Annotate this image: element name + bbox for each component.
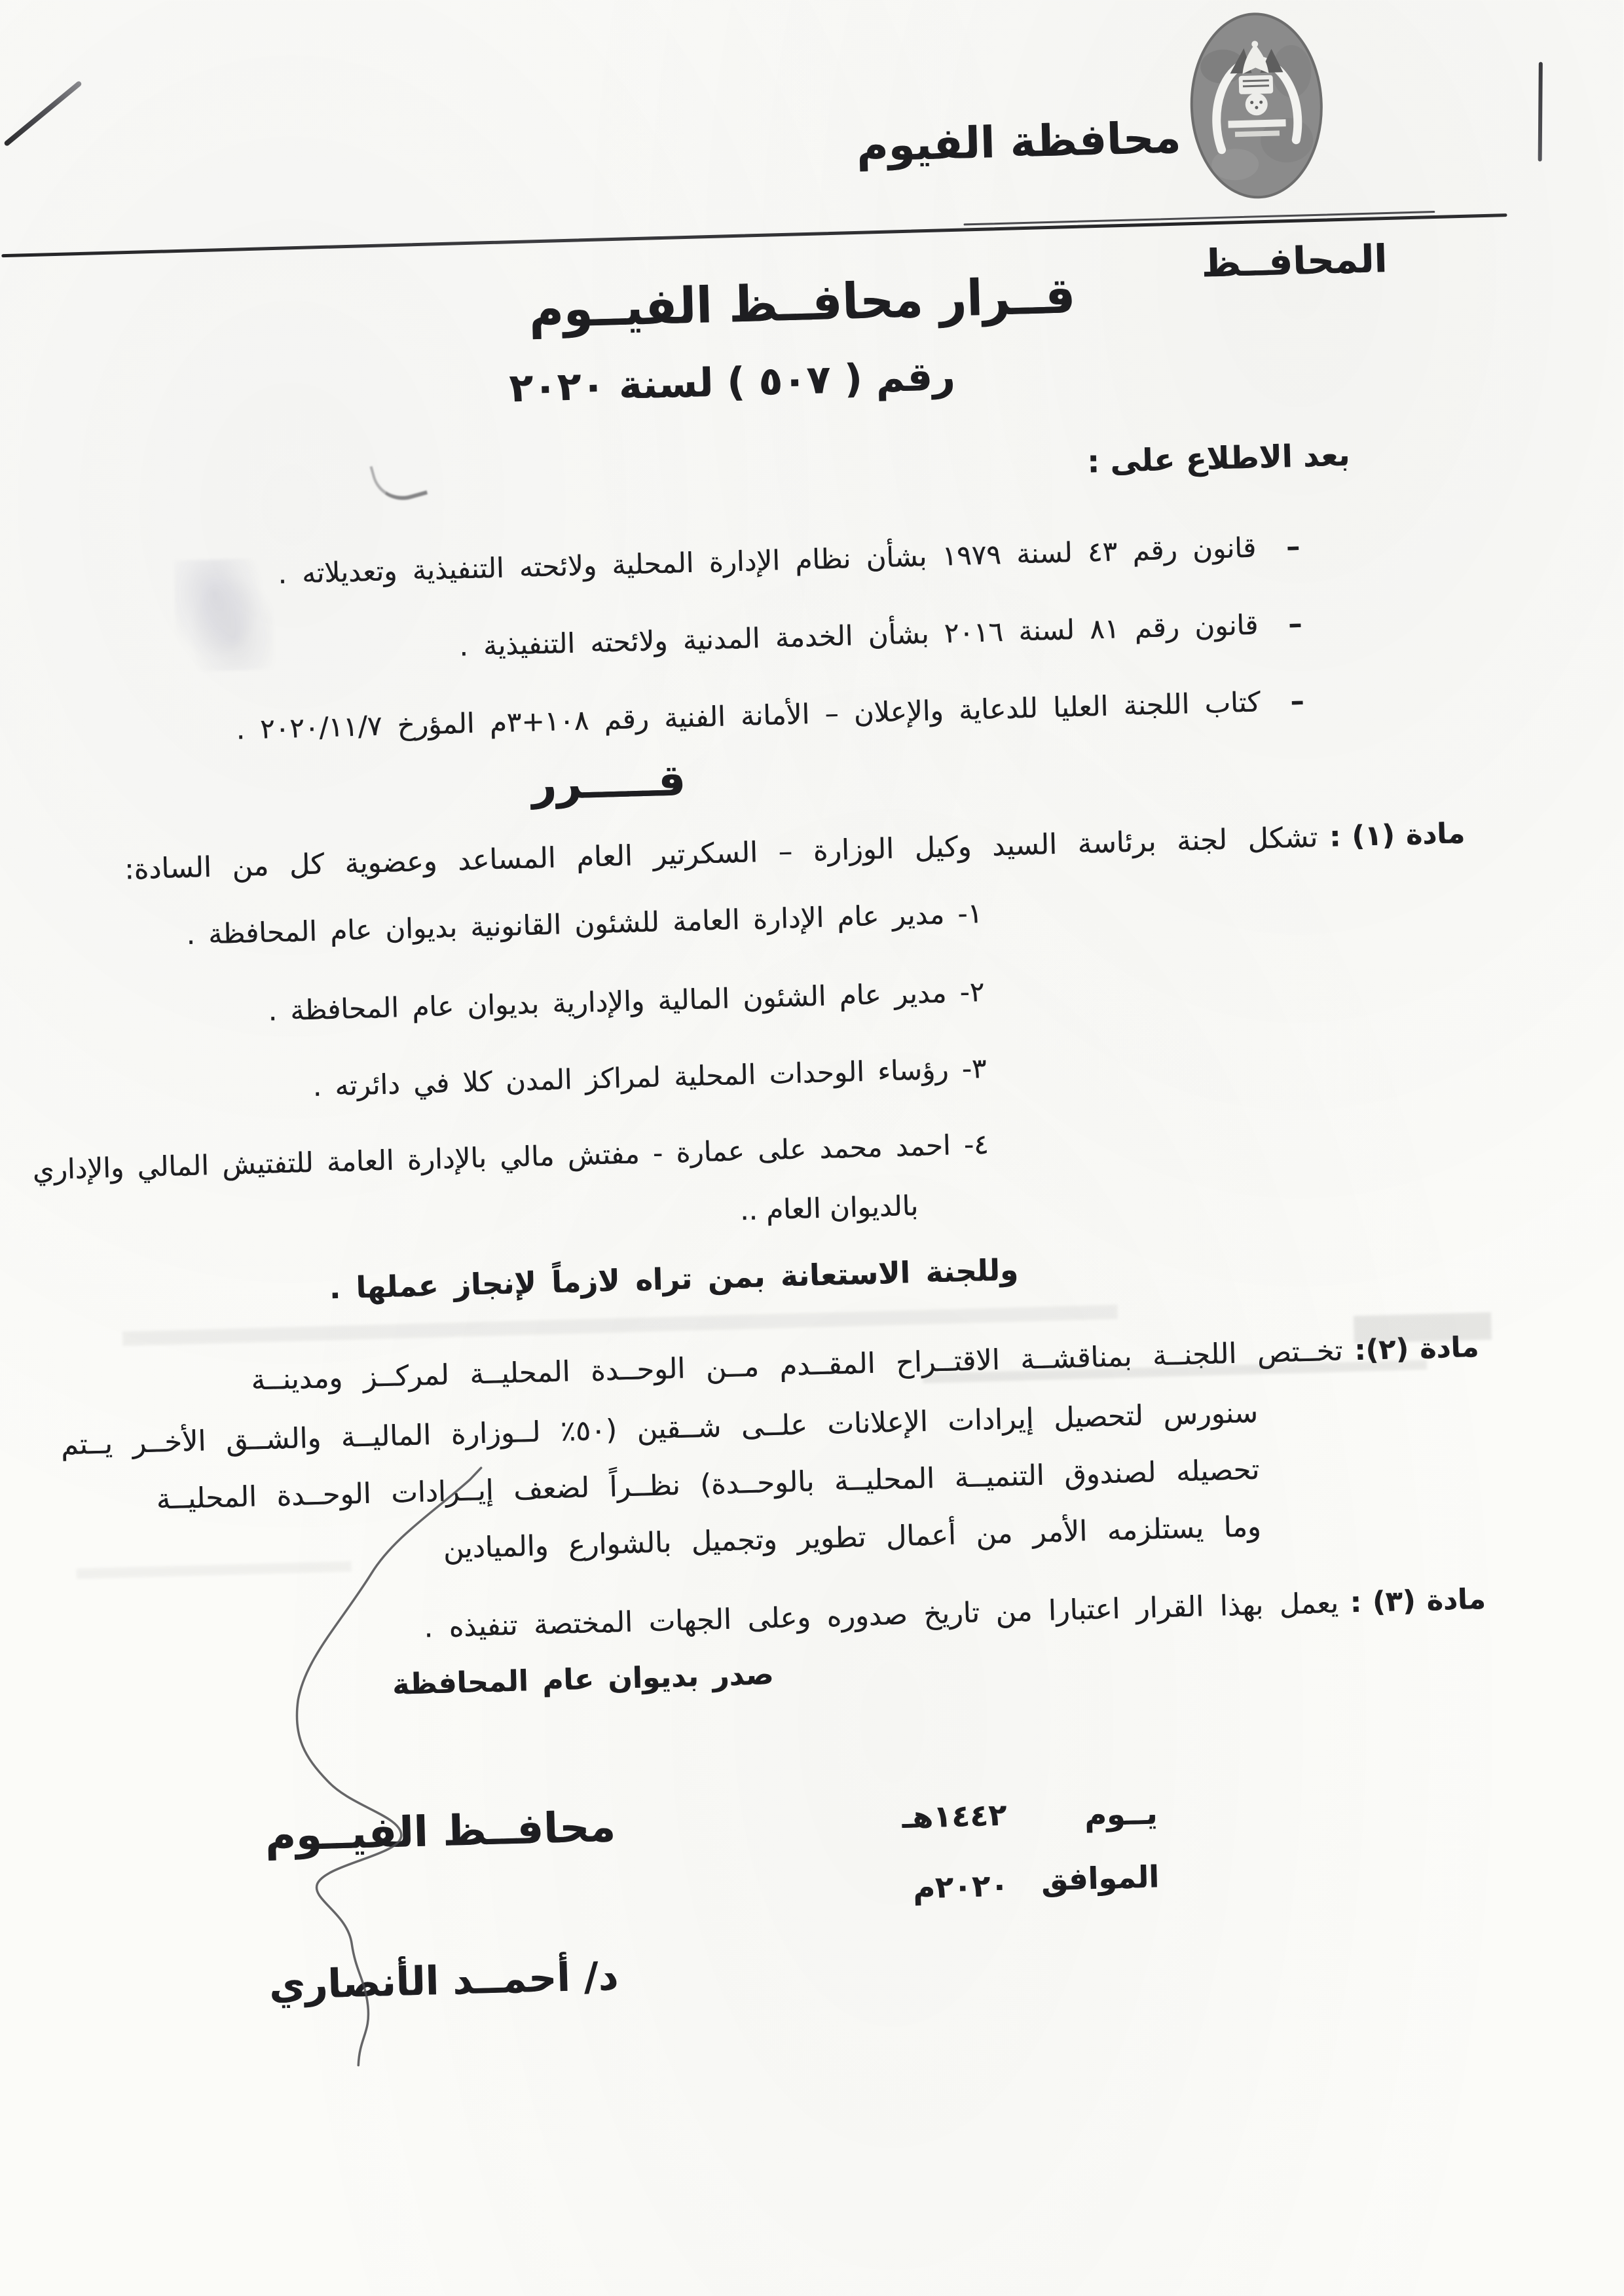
pen-corner-mark (4, 81, 83, 147)
article-1-intro: تشكل لجنة برئاسة السيد وكيل الوزارة – السكرتير العام المساعد وعضوية كل من السادة: (124, 821, 1319, 886)
eagle-seal-icon (1186, 9, 1329, 204)
photocopy-streak (1354, 1312, 1492, 1343)
committee-member-3: ٣- رؤساء الوحدات المحلية لمراكز المدن كلا في دائرته . (312, 1052, 988, 1102)
dash-bullet-icon: – (1290, 684, 1306, 718)
article-1-line (124, 817, 1466, 886)
org-name: محافظة الفيوم (856, 112, 1183, 172)
signature-name: د/ أحمــد الأنصاري (268, 1953, 620, 2009)
committee-member-4-wrap: بالديوان العام .. (740, 1189, 919, 1227)
review-item-text: كتاب اللجنة العليا للدعاية والإعلان – الأمانة الفنية رقم ١٠٨+٣م المؤرخ ٢٠٢٠/١١/٧ . (236, 685, 1262, 746)
corresponding-label: الموافق (1041, 1859, 1160, 1898)
review-item-3 (236, 685, 1305, 746)
decree-title: قــرار محافــظ الفيــوم (528, 266, 1077, 339)
decision-heading: قـــــرر (531, 755, 687, 810)
preamble-heading: بعد الاطلاع على : (1087, 437, 1352, 481)
dash-bullet-icon: – (1288, 607, 1303, 640)
hijri-year: ١٤٤٢هـ (902, 1796, 1008, 1835)
committee-note: وللجنة الاستعانة بمن تراه لازماً لإنجاز عملها . (329, 1252, 1020, 1306)
gregorian-year: ٢٠٢٠م (913, 1867, 1010, 1906)
review-item-text: قانون رقم ٤٣ لسنة ١٩٧٩ بشأن نظام الإدارة المحلية ولائحته التنفيذية وتعديلاته . (278, 531, 1257, 590)
header-divider-echo (965, 211, 1436, 225)
signature-title: محافــظ الفيــوم (265, 1802, 617, 1861)
dash-bullet-icon: – (1286, 530, 1301, 563)
article-3-line (424, 1583, 1487, 1645)
article-1-label: مادة (١) : (1329, 817, 1466, 854)
faint-smudge (174, 558, 276, 672)
article-2-label: مادة (٢): (1354, 1330, 1480, 1367)
governor-label: المحافــظ (1201, 236, 1389, 286)
article-2-line-2: سنورس لتحصيل إيرادات الإعلانات علــى شــقين (٥٠٪ لــوزارة الماليــة والشــق الأخــر يــتم (61, 1396, 1259, 1462)
review-item-2 (460, 608, 1303, 663)
article-3-text: يعمل بهذا القرار اعتبارا من تاريخ صدوره وعلى الجهات المختصة تنفيذه . (424, 1586, 1340, 1645)
decree-number-line: رقم ( ٥٠٧ ) لسنة ٢٠٢٠ (509, 353, 957, 412)
ink-smudge (371, 454, 428, 507)
issued-line: صدر بديوان عام المحافظة (392, 1658, 775, 1702)
review-item-1 (278, 530, 1301, 590)
committee-member-1: ١- مدير عام الإدارة العامة للشئون القانونية بديوان عام المحافظة . (186, 897, 984, 951)
committee-member-4: ٤- احمد محمد على عمارة - مفتش مالي بالإدارة العامة للتفتيش المالي والإداري (33, 1127, 990, 1186)
article-2-intro: تخــتص اللجنــة بمناقشــة الاقتــراح المقــدم مــن الوحــدة المحليــة لمركــز ومدينــة (251, 1334, 1344, 1397)
review-item-text: قانون رقم ٨١ لسنة ٢٠١٦ بشأن الخدمة المدنية ولائحته التنفيذية . (459, 608, 1259, 663)
margin-tick-mark (1539, 62, 1543, 162)
governorate-seal (1186, 9, 1329, 204)
photocopy-streak (77, 1561, 352, 1579)
photocopy-streak (123, 1305, 1118, 1346)
article-3-label: مادة (٣) : (1350, 1582, 1487, 1620)
committee-member-2: ٢- مدير عام الشئون المالية والإدارية بديوان عام المحافظة . (268, 975, 986, 1027)
article-2-line-4: وما يستلزمه الأمر من أعمال تطوير وتجميل بالشوارع والميادين (443, 1510, 1263, 1565)
day-label: يــوم (1084, 1795, 1159, 1833)
article-2-line-3: تحصيله لصندوق التنميــة المحليــة بالوحــدة) نظــراً لضعف إيــرادات الوحــدة المحليــة (157, 1453, 1261, 1516)
